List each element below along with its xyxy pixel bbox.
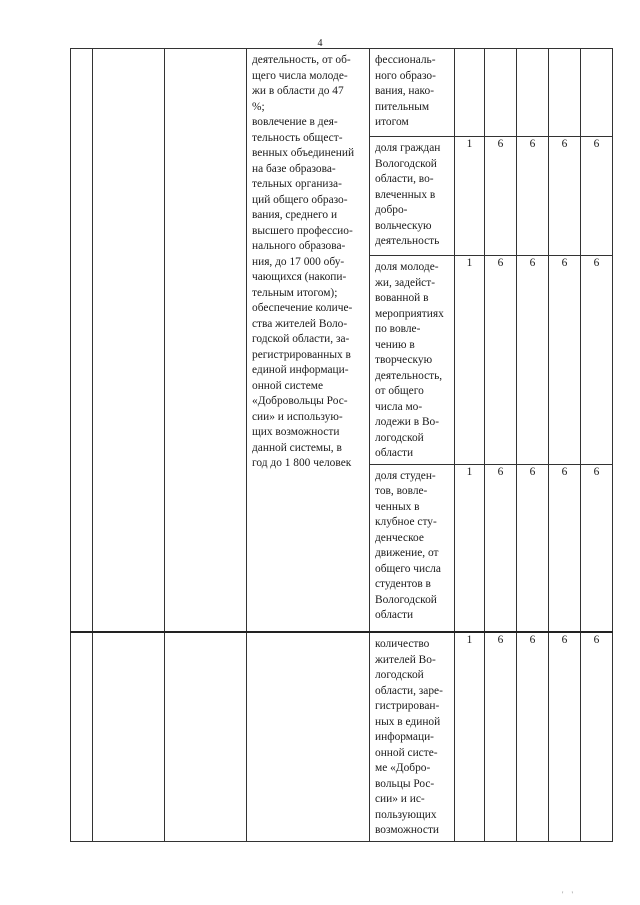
- indicator-cell: [370, 464, 455, 632]
- value-cell: 6: [485, 256, 517, 465]
- value-cell: 6: [581, 464, 613, 632]
- value-cell: 1: [455, 137, 485, 256]
- indicator-cell: [370, 49, 455, 137]
- value-cell: 6: [549, 256, 581, 465]
- indicator-text: количество жителей Во- логодской области, заре- гистрирован- ных в единой информаци- онной систе- ме «Добро- вольцы Рос- сии» и ис- пользующих возможности: [375, 638, 443, 836]
- indicators-table: [70, 48, 613, 842]
- indicator-cell: [370, 137, 455, 256]
- value-cell: 6: [581, 137, 613, 256]
- value-cell: 1: [455, 256, 485, 465]
- table-row: [71, 632, 613, 841]
- indicator-cell: [370, 632, 455, 841]
- value-cell: 6: [517, 256, 549, 465]
- table-row: [71, 49, 613, 137]
- indicator-text: доля молоде- жи, задейст- вованной в мероприятиях по вовле- чению в творческую деятельность, от общего числа мо- лодежи в Во- логодской области: [375, 261, 444, 459]
- value-cell: 6: [517, 632, 549, 841]
- value-cell: 6: [549, 632, 581, 841]
- goal-description-cell: [247, 49, 370, 633]
- page-number: 4: [317, 38, 323, 49]
- col2-cell: [93, 632, 165, 841]
- value-cell: 1: [455, 632, 485, 841]
- value-cell: [517, 49, 549, 137]
- value-cell: 6: [581, 632, 613, 841]
- goal-description-text: деятельность, от об- щего числа молоде- жи в области до 47 %; вовлечение в дея- тельность общест- венных объединений на базе образова- тельных организа- ций общего образо- вания, среднего и высшего профессио- нального образова- ния, до 17 000 обу- чающихся (накопи- тельным итогом); обеспечение количе- ства жителей Воло- годской области, за- регистрированных в единой информаци- онной системе «Добровольцы Рос- сии» и использую- щих возможности данной системы, в год до 1 800 человек: [252, 54, 355, 469]
- value-cell: 6: [549, 464, 581, 632]
- indicator-text: фессиональ- ного образо- вания, нако- пительным итогом: [375, 54, 436, 128]
- value-cell: 6: [517, 137, 549, 256]
- col3-cell: [165, 632, 247, 841]
- value-cell: 1: [455, 464, 485, 632]
- value-cell: 6: [485, 464, 517, 632]
- value-cell: [485, 49, 517, 137]
- value-cell: 6: [485, 137, 517, 256]
- col2-cell: [93, 49, 165, 633]
- col3-cell: [165, 49, 247, 633]
- value-cell: 6: [485, 632, 517, 841]
- value-cell: [549, 49, 581, 137]
- col1-cell: [71, 632, 93, 841]
- indicator-cell: [370, 256, 455, 465]
- col1-cell: [71, 49, 93, 633]
- value-cell: [581, 49, 613, 137]
- value-cell: 6: [549, 137, 581, 256]
- scan-mark: ' ': [562, 890, 576, 899]
- indicator-text: доля студен- тов, вовле- ченных в клубное сту- денческое движение, от общего числа студентов в Вологодской области: [375, 469, 441, 621]
- value-cell: 6: [581, 256, 613, 465]
- value-cell: [455, 49, 485, 137]
- goal-description-cell: [247, 632, 370, 841]
- value-cell: 6: [517, 464, 549, 632]
- indicator-text: доля граждан Вологодской области, во- влеченных в добро- вольческую деятельность: [375, 142, 441, 247]
